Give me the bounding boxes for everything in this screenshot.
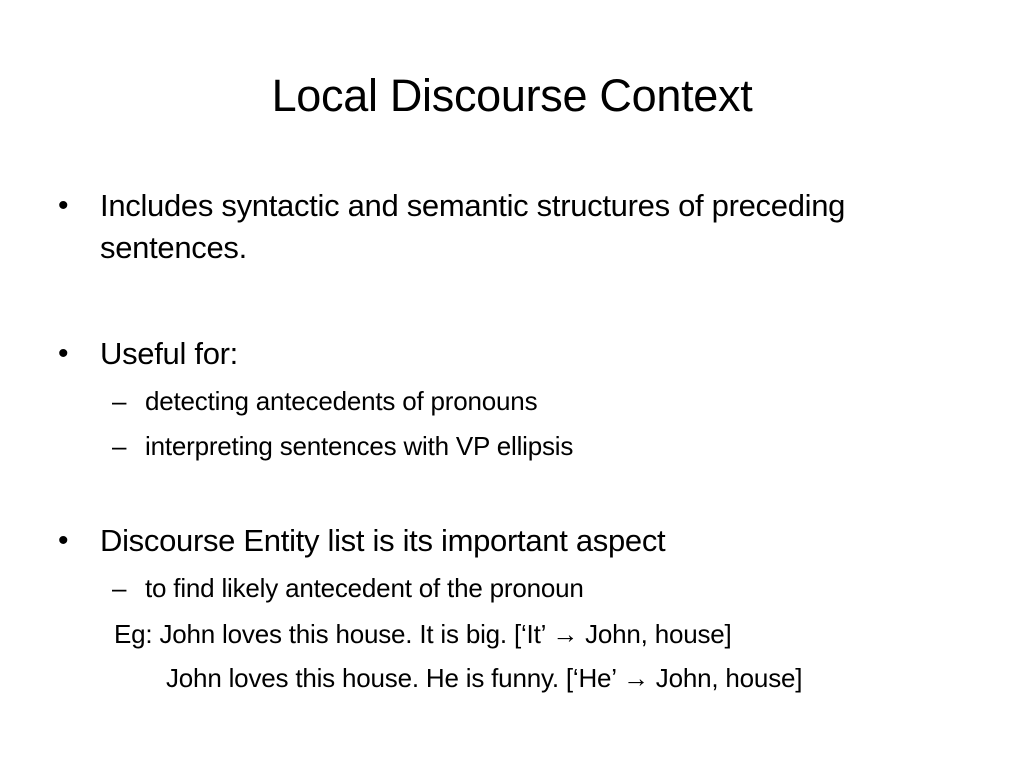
bullet-2-text: Useful for: xyxy=(100,336,238,371)
arrow-right-icon: → xyxy=(552,619,579,649)
bullet-3 xyxy=(58,520,918,562)
arrow-right-icon: → xyxy=(622,663,649,693)
bullet-3-text: Discourse Entity list is its important aspect xyxy=(100,523,666,558)
example-line-1-before: Eg: John loves this house. It is big. [‘It’ xyxy=(114,619,553,649)
bullet-2 xyxy=(58,333,918,375)
example-line-2-before: John loves this house. He is funny. [‘He’ xyxy=(166,663,623,693)
bullet-2-sub-2 xyxy=(112,429,932,463)
bullet-2-sub-1-text: detecting antecedents of pronouns xyxy=(145,386,538,416)
bullet-2-sub-1 xyxy=(112,384,932,418)
slide-title: Local Discourse Context xyxy=(271,70,753,121)
bullet-1-marker: • xyxy=(58,189,69,222)
bullet-3-sub-1 xyxy=(112,571,932,605)
bullet-2-sub-2-text: interpreting sentences with VP ellipsis xyxy=(145,431,574,461)
bullet-1 xyxy=(58,185,918,275)
bullet-3-sub-1-text: to find likely antecedent of the pronoun xyxy=(145,573,584,603)
bullet-2-sub-1-marker: – xyxy=(112,386,127,416)
example-line-2 xyxy=(166,661,802,695)
bullet-2-marker: • xyxy=(58,337,69,370)
example-line-1 xyxy=(114,617,732,651)
bullet-1-text: Includes syntactic and semantic structures of preceding sentences. xyxy=(100,188,846,265)
example-line-2-after: John, house] xyxy=(648,663,803,693)
bullet-2-sub-2-marker: – xyxy=(112,431,127,461)
bullet-3-marker: • xyxy=(58,524,69,557)
bullet-3-sub-1-marker: – xyxy=(112,573,127,603)
example-line-1-after: John, house] xyxy=(578,619,732,649)
